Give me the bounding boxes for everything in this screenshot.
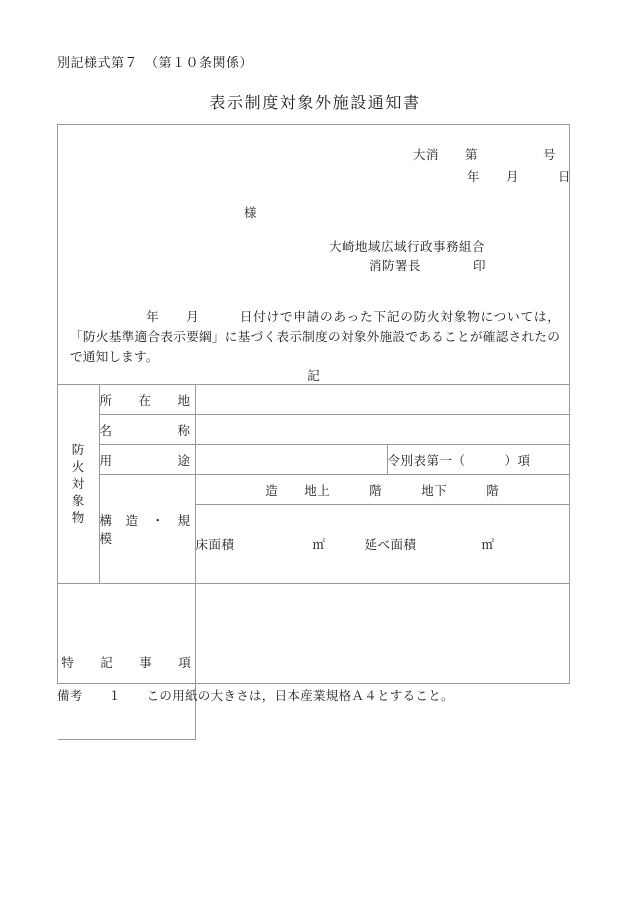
label-text: 所 在 地 <box>99 393 191 408</box>
field-structure-area[interactable] <box>195 505 569 584</box>
label-name <box>99 415 195 445</box>
label-text: 特 記 事 項 <box>61 655 192 670</box>
table-row <box>58 475 569 505</box>
label-text: 構 造 ・ 規 模 <box>99 514 204 546</box>
label-structure-scale <box>99 475 204 584</box>
document-number-line: 大消 第 号 <box>413 148 557 162</box>
field-name[interactable] <box>195 415 569 445</box>
vertical-header-fire-object <box>58 385 99 584</box>
table-row <box>58 445 569 475</box>
document-date-line: 年 月 日 <box>467 170 572 184</box>
label-location <box>99 385 195 415</box>
footer-remark: 備考 １ この用紙の大きさは，日本産業規格Ａ４とすること。 <box>57 689 454 703</box>
label-special-notes <box>58 584 195 740</box>
label-usage <box>99 445 195 475</box>
structure-area-text: 床面積 ㎡ 延べ面積 ㎡ <box>195 538 495 552</box>
form-outer-frame <box>57 124 570 684</box>
addressee-line: 様 <box>244 206 258 220</box>
label-text: 用 途 <box>99 453 191 468</box>
vertical-char: 火 <box>71 459 85 474</box>
table-row <box>58 385 569 415</box>
issuer-organization: 大崎地域広域行政事務組合 <box>329 240 486 254</box>
table-row <box>58 584 569 740</box>
form-number: 別記様式第７ （第１０条関係） <box>57 55 254 70</box>
vertical-char: 防 <box>71 442 85 457</box>
field-special-notes[interactable] <box>195 584 569 740</box>
field-location[interactable] <box>195 385 569 415</box>
label-text: 名 称 <box>99 423 191 438</box>
issuer-title-and-seal: 消防署長 印 <box>369 259 487 273</box>
field-structure-floors[interactable]: 造 地上 階 地下 階 <box>195 475 569 505</box>
table-row <box>58 415 569 445</box>
vertical-char: 物 <box>71 510 85 525</box>
usage-ordinance-reference: 令別表第一（ ）項 <box>387 445 569 475</box>
field-usage[interactable] <box>195 445 387 475</box>
vertical-char: 象 <box>71 493 85 508</box>
body-paragraph: 年 月 日付けで申請のあった下記の防火対象物については，「防火基準適合表示要綱」に基づく表示制度の対象外施設であることが確認されたので通知します。 <box>70 310 560 364</box>
kiji-marker: 記 <box>307 369 320 383</box>
page-title: 表示制度対象外施設通知書 <box>209 95 421 112</box>
vertical-char: 対 <box>71 476 85 491</box>
